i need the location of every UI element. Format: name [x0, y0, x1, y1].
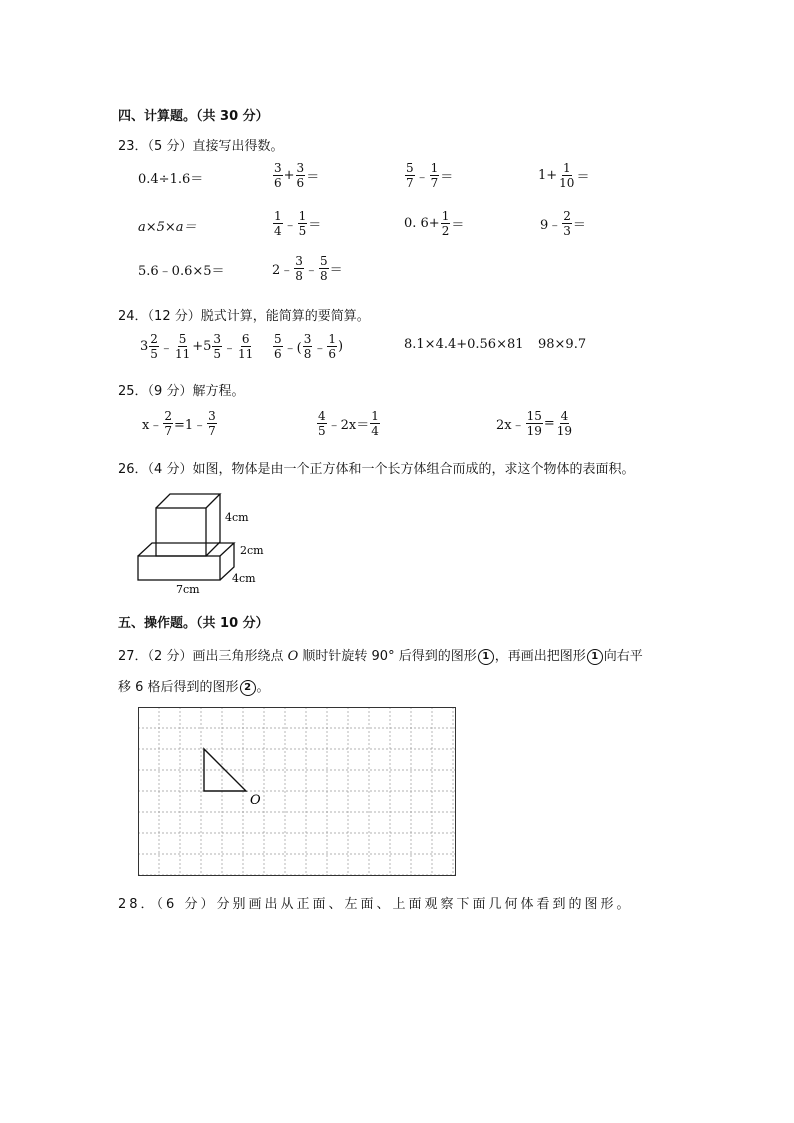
- q23-e: a×5×a＝: [138, 220, 197, 235]
- section-5-title: 五、操作题。（共 10 分）: [118, 616, 269, 631]
- q25-eq-2: $\frac{4}{5}$ ﹣2x＝ $\frac{1}{4}$: [318, 409, 379, 438]
- q28-label: 28．（6 分）分别画出从正面、左面、上面观察下面几何体看到的图形。: [118, 897, 633, 912]
- dim-cube-label: 4cm: [225, 511, 249, 524]
- q25-eq-3: 2x﹣ $\frac{15}{19}$ = $\frac{4}{19}$: [496, 409, 573, 438]
- q26-label: 26．（4 分）如图，物体是由一个正方体和一个长方体组合而成的，求这个物体的表面积。: [118, 462, 635, 477]
- q23-f: $\frac{1}{4}$ ﹣ $\frac{1}{5}$ ＝: [274, 209, 322, 238]
- q23-h: 9﹣ $\frac{2}{3}$ ＝: [540, 209, 586, 238]
- shape-2-marker: 2: [240, 680, 256, 696]
- q24-expr-3: 8.1×4.4+0.56×81: [404, 337, 524, 352]
- q24-expr-4: 98×9.7: [538, 337, 587, 352]
- q27-line-1: 27．（2 分）画出三角形绕点 O 顺时针旋转 90° 后得到的图形 1 ，再画出把图形 1 向右平: [118, 649, 643, 664]
- grid-point-o-label: O: [250, 793, 261, 808]
- dim-height-label: 2cm: [240, 544, 264, 557]
- drawing-grid[interactable]: [138, 707, 457, 878]
- q27-line-2: 移 6 格后得到的图形 2 。: [118, 680, 270, 695]
- q25-eq-1: x﹣ $\frac{2}{7}$ =1﹣ $\frac{3}{7}$: [142, 409, 216, 438]
- composite-solid-figure: [134, 488, 284, 598]
- q23-j: 2﹣ $\frac{3}{8}$ ﹣ $\frac{5}{8}$ ＝: [272, 254, 343, 283]
- q24-expr-2: $\frac{5}{6}$ ﹣( $\frac{3}{8}$ ﹣ $\frac{1}{6}$ ): [274, 332, 344, 361]
- q23-label: 23．（5 分）直接写出得数。: [118, 139, 284, 154]
- dim-length-label: 7cm: [176, 583, 200, 596]
- q25-label: 25．（9 分）解方程。: [118, 384, 245, 399]
- dim-depth-label: 4cm: [232, 572, 256, 585]
- q23-d: 1+ $\frac{1}{10}$ ＝: [538, 161, 590, 190]
- q23-g: 0. 6+ $\frac{1}{2}$ ＝: [404, 209, 465, 238]
- q23-b: $\frac{3}{6}$ + $\frac{3}{6}$ ＝: [274, 161, 320, 190]
- section-4-title: 四、计算题。（共 30 分）: [118, 109, 269, 124]
- point-o-label: O: [287, 649, 299, 664]
- q24-expr-1: 3 $\frac{2}{5}$ ﹣ $\frac{5}{11}$ +5 $\frac{3}{5}$ ﹣ $\frac{6}{11}$: [140, 332, 254, 361]
- q23-c: $\frac{5}{7}$ ﹣ $\frac{1}{7}$ ＝: [406, 161, 454, 190]
- shape-1-marker: 1: [478, 649, 494, 665]
- q23-a: 0.4÷1.6＝: [138, 172, 204, 187]
- q23-i: 5.6﹣0.6×5＝: [138, 264, 225, 279]
- q24-label: 24．（12 分）脱式计算，能简算的要简算。: [118, 309, 370, 324]
- shape-1-marker-2: 1: [587, 649, 603, 665]
